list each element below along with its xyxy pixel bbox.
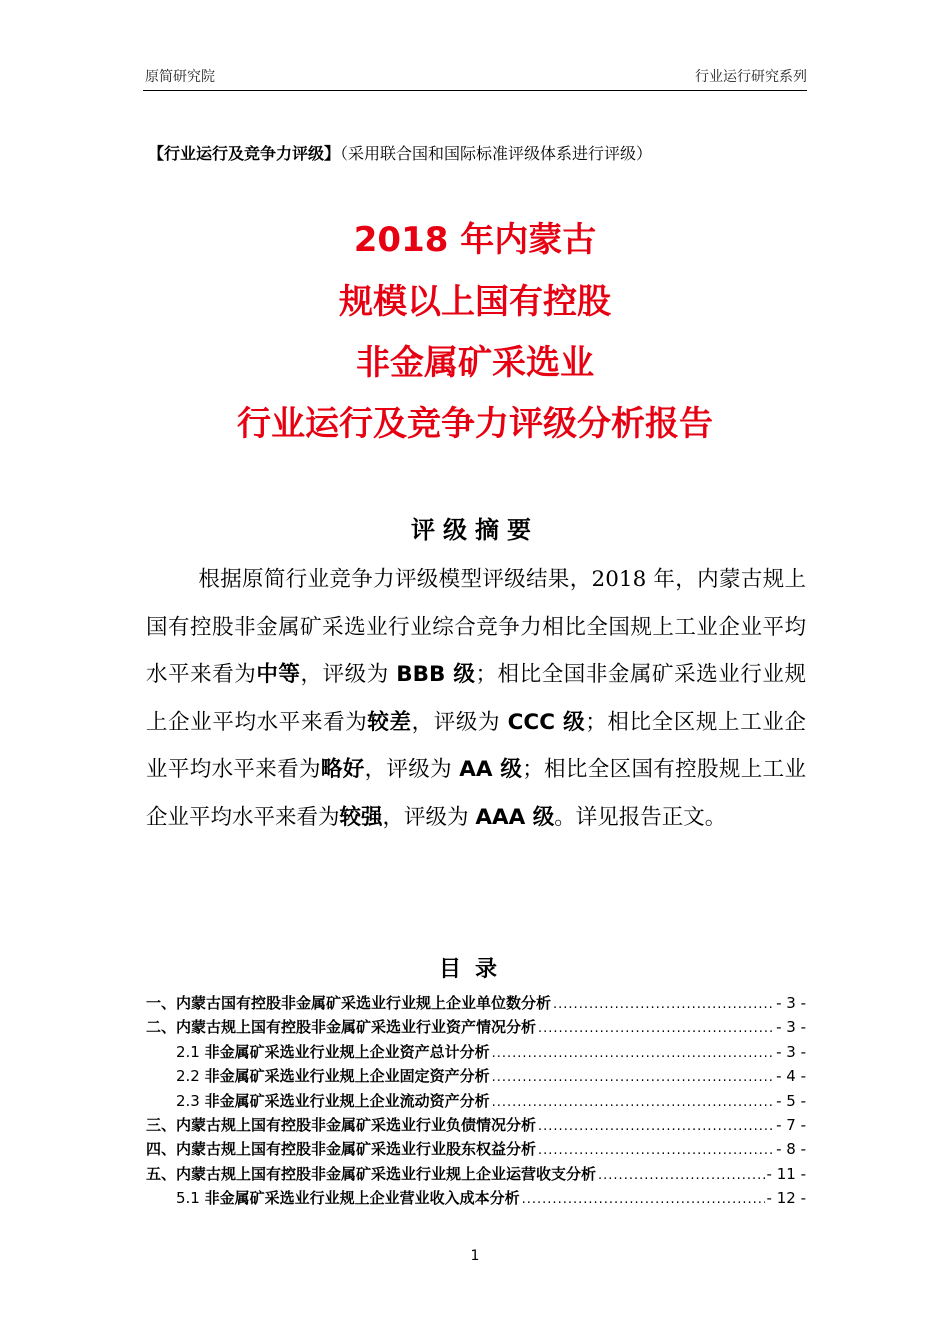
toc-entry-page: - 7 - [776, 1115, 806, 1134]
report-title-line-4: 行业运行及竞争力评级分析报告 [237, 404, 713, 444]
toc-entry-number: 四、 [146, 1140, 177, 1159]
toc-entry-title [146, 1016, 536, 1037]
rating-line-sub: （采用联合国和国际标准评级体系进行评级） [340, 144, 653, 163]
summary-rating-term-3: 略好 [320, 757, 365, 782]
toc-entry-number: 五、 [146, 1164, 177, 1183]
report-title-line-3: 非金属矿采选业 [356, 343, 594, 383]
toc-entry-number: 5.1 [176, 1189, 205, 1208]
toc-entry[interactable] [146, 1114, 806, 1138]
toc-entry-title [146, 992, 551, 1013]
toc-leader-dots [538, 1143, 774, 1158]
table-of-contents [146, 992, 806, 1212]
toc-leader-dots [522, 1192, 765, 1207]
toc-entry-text: 非金属矿采选业行业规上企业固定资产分析 [204, 1067, 490, 1086]
toc-entry[interactable] [146, 1163, 806, 1187]
toc-entry-page: - 12 - [766, 1189, 806, 1208]
summary-rating-grade-2: CCC 级 [507, 709, 586, 735]
toc-entry-title [146, 1138, 536, 1159]
report-title-line-2: 规模以上国有控股 [339, 282, 611, 322]
toc-entry-page: - 11 - [766, 1164, 806, 1183]
toc-entry-title [146, 1163, 596, 1184]
toc-heading: 目录 [438, 957, 511, 982]
toc-entry-title [146, 1114, 536, 1135]
toc-entry-page: - 4 - [776, 1067, 806, 1086]
toc-entry-title [176, 1065, 490, 1086]
toc-entry[interactable] [146, 1016, 806, 1040]
toc-entry-title [176, 1041, 490, 1062]
toc-entry-text: 非金属矿采选业行业规上企业流动资产分析 [204, 1091, 490, 1110]
rating-line [148, 141, 808, 164]
toc-subentry[interactable] [146, 1187, 806, 1211]
toc-leader-dots [553, 997, 774, 1012]
summary-text-6: ，评级为 [364, 757, 460, 782]
toc-entry-text: 内蒙古规上国有控股非金属矿采选业行业股东权益分析 [176, 1140, 537, 1159]
toc-entry-page: - 3 - [776, 1018, 806, 1037]
rating-line-main: 【行业运行及竞争力评级】 [148, 144, 341, 163]
toc-entry-text: 内蒙古规上国有控股非金属矿采选业行业规上企业运营收支分析 [176, 1164, 597, 1183]
toc-entry[interactable] [146, 1138, 806, 1162]
summary-heading: 评级摘要 [411, 516, 539, 544]
toc-leader-dots [492, 1070, 774, 1085]
summary-text-3: ；相比全国非金属矿采选业行业规上企业平均水平来看为 [146, 662, 806, 735]
summary-rating-grade-4: AAA 级 [475, 804, 555, 830]
summary-text-7: ；相比全区国有控股规上工业企业平均水平来看为 [146, 757, 806, 830]
summary-text-9: 。详见报告正文。 [554, 804, 727, 830]
summary-paragraph [146, 556, 806, 841]
summary-text-5: ；相比全区规上工业企业平均水平来看为 [146, 709, 806, 782]
summary-text-8: ，评级为 [382, 804, 476, 830]
summary-rating-term-1: 中等 [256, 662, 301, 687]
toc-subentry[interactable] [146, 1065, 806, 1089]
toc-leader-dots [538, 1021, 774, 1036]
summary-rating-grade-3: AA 级 [459, 757, 523, 782]
report-title-line-1: 2018 年内蒙古 [353, 220, 597, 260]
toc-entry-number: 三、 [146, 1115, 177, 1134]
summary-text-1: 根据原简行业竞争力评级模型评级结果，2018 年，内蒙古规上国有控股非金属矿采选业行业综合竞争力相比全国规上工业企业平均水平来看为 [146, 567, 806, 687]
toc-entry-text: 内蒙古国有控股非金属矿采选业行业规上企业单位数分析 [176, 994, 552, 1012]
toc-subentry[interactable] [146, 1090, 806, 1114]
toc-entry-page: - 3 - [776, 994, 806, 1012]
toc-entry-text: 非金属矿采选业行业规上企业营业收入成本分析 [204, 1189, 520, 1208]
toc-entry-page: - 5 - [776, 1091, 806, 1110]
summary-text-2: ，评级为 [300, 662, 397, 687]
toc-entry-page: - 8 - [776, 1140, 806, 1159]
toc-entry-text: 内蒙古规上国有控股非金属矿采选业行业资产情况分析 [176, 1018, 537, 1037]
toc-entry[interactable] [146, 992, 806, 1016]
toc-entry-title [176, 1090, 490, 1111]
summary-rating-term-4: 较强 [339, 804, 383, 830]
toc-entry-number: 2.1 [176, 1042, 205, 1061]
page-number: 1 [470, 1248, 480, 1264]
toc-leader-dots [492, 1095, 774, 1110]
toc-entry-text: 内蒙古规上国有控股非金属矿采选业行业负债情况分析 [176, 1115, 537, 1134]
toc-entry-text: 非金属矿采选业行业规上企业资产总计分析 [204, 1042, 490, 1061]
toc-leader-dots [598, 1168, 765, 1183]
summary-text-4: ，评级为 [411, 709, 508, 735]
summary-rating-term-2: 较差 [367, 709, 412, 735]
toc-subentry[interactable] [146, 1041, 806, 1065]
toc-entry-title [176, 1187, 520, 1208]
toc-entry-page: - 3 - [776, 1042, 806, 1061]
header-right-text: 行业运行研究系列 [695, 69, 807, 85]
toc-leader-dots [492, 1046, 774, 1061]
header-left-text: 原简研究院 [145, 69, 215, 85]
toc-entry-number: 一、 [146, 994, 177, 1012]
header-rule [143, 90, 807, 91]
toc-entry-number: 2.3 [176, 1091, 205, 1110]
toc-leader-dots [538, 1119, 774, 1134]
toc-entry-number: 2.2 [176, 1067, 205, 1086]
summary-rating-grade-1: BBB 级 [396, 662, 476, 687]
toc-entry-number: 二、 [146, 1018, 177, 1037]
